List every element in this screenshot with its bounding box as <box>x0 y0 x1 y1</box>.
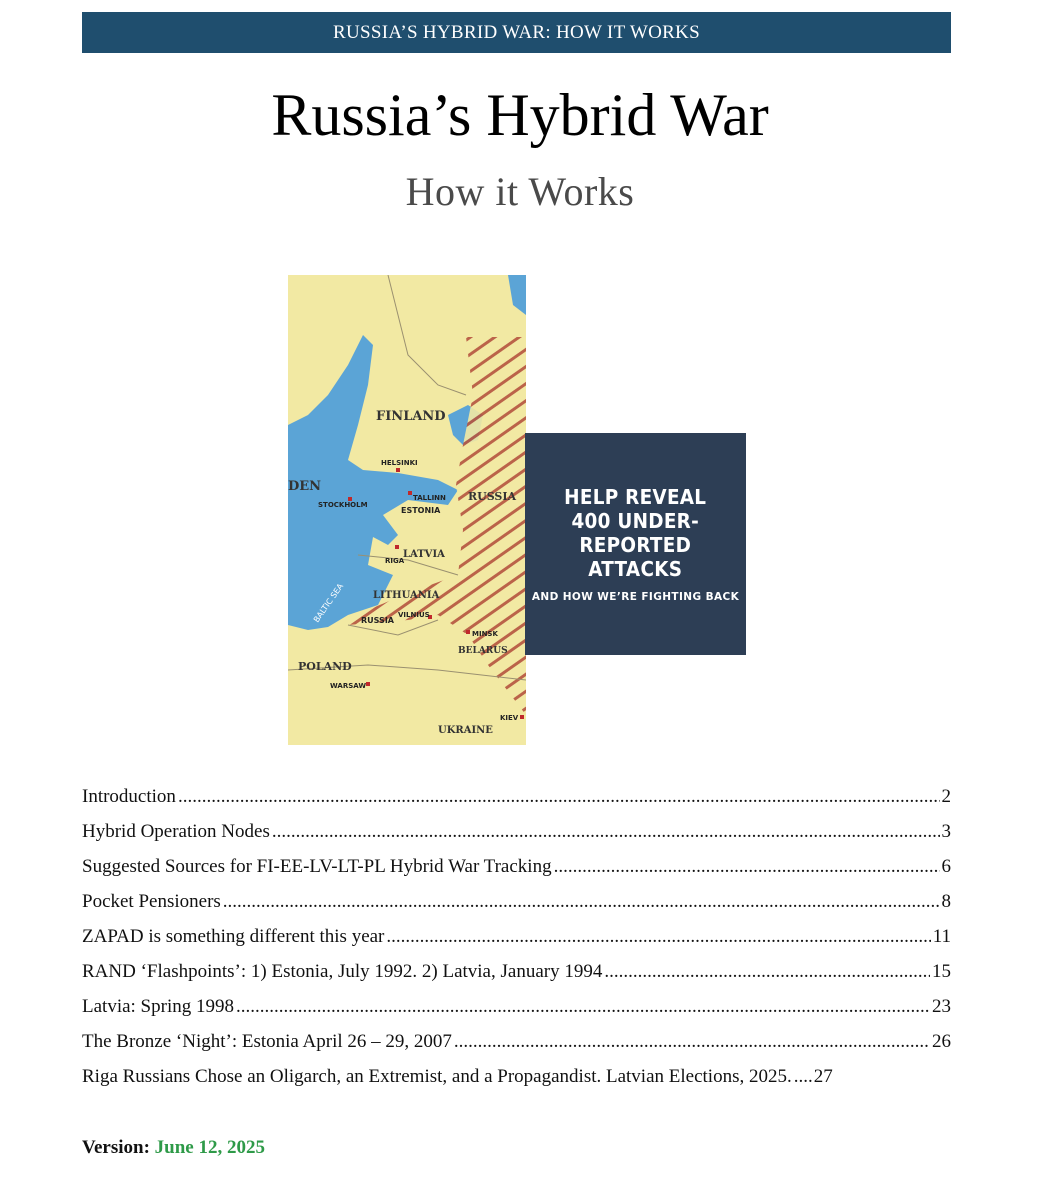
toc-entry-title: ZAPAD is something different this year <box>82 926 385 947</box>
version-line <box>82 1137 265 1159</box>
map-label-latvia: LATVIA <box>403 549 445 560</box>
baltic-map-graphic <box>288 275 526 745</box>
toc-entry-page: 3 <box>941 821 951 842</box>
toc-entry[interactable] <box>82 786 951 821</box>
map-label-poland: POLAND <box>298 660 352 673</box>
map-label-russia: RUSSIA <box>468 490 517 503</box>
toc-entry-page: 27 <box>813 1066 833 1087</box>
toc-entry[interactable] <box>82 926 951 961</box>
toc-entry[interactable] <box>82 891 951 926</box>
promo-subline: AND HOW WE’RE FIGHTING BACK <box>531 591 740 603</box>
document-header-band <box>82 12 951 53</box>
city-warsaw: WARSAW <box>330 682 367 690</box>
map-label-estonia: ESTONIA <box>401 506 441 515</box>
toc-dot-leader <box>223 891 940 913</box>
toc-entry-title: The Bronze ‘Night’: Estonia April 26 – 29, 2007 <box>82 1031 452 1052</box>
toc-entry-page: 6 <box>941 856 951 877</box>
city-kiev: KIEV <box>500 714 519 722</box>
toc-entry[interactable] <box>82 1031 951 1066</box>
toc-dot-leader <box>794 1066 812 1088</box>
promo-panel <box>525 433 746 655</box>
toc-dot-leader <box>604 961 930 983</box>
map-label-den: DEN <box>288 479 322 494</box>
toc-entry-title: Suggested Sources for FI-EE-LV-LT-PL Hybrid War Tracking <box>82 856 552 877</box>
toc-entry-title: Riga Russians Chose an Oligarch, an Extremist, and a Propagandist. Latvian Elections, 2025. <box>82 1066 792 1087</box>
toc-entry-page: 11 <box>932 926 951 947</box>
document-title: Russia’s Hybrid War <box>271 82 769 148</box>
city-minsk: MINSK <box>472 630 498 638</box>
city-stockholm: STOCKHOLM <box>318 501 368 509</box>
sea-label-baltic: BALTIC SEA <box>311 581 346 625</box>
toc-entry-title: Latvia: Spring 1998 <box>82 996 234 1017</box>
toc-entry-title: Pocket Pensioners <box>82 891 221 912</box>
toc-dot-leader <box>236 996 930 1018</box>
baltic-map <box>288 275 526 745</box>
toc-entry-page: 23 <box>932 996 951 1017</box>
toc-entry[interactable] <box>82 996 951 1031</box>
toc-entry-title: Introduction <box>82 786 176 807</box>
toc-dot-leader <box>386 926 930 948</box>
version-label: Version: <box>82 1137 150 1158</box>
toc-entry-title: RAND ‘Flashpoints’: 1) Estonia, July 1992. 2) Latvia, January 1994 <box>82 961 603 982</box>
map-label-ukraine: UKRAINE <box>438 725 493 736</box>
toc-dot-leader <box>272 821 940 843</box>
city-vilnius: VILNIUS <box>398 611 430 619</box>
toc-entry[interactable] <box>82 821 951 856</box>
map-label-finland: FINLAND <box>376 409 446 424</box>
promo-headline: HELP REVEAL 400 UNDER- REPORTED ATTACKS <box>564 485 707 581</box>
table-of-contents <box>82 786 951 1101</box>
map-label-belarus: BELARUS <box>458 646 508 656</box>
city-tallinn: TALLINN <box>413 494 446 502</box>
toc-dot-leader <box>178 786 940 808</box>
toc-entry-page: 26 <box>932 1031 951 1052</box>
header-text: RUSSIA’S HYBRID WAR: HOW IT WORKS <box>333 21 700 43</box>
map-label-kaliningrad-russia: RUSSIA <box>361 616 394 625</box>
city-riga: RIGA <box>385 557 405 565</box>
toc-entry[interactable] <box>82 961 951 996</box>
cover-image <box>288 275 746 745</box>
toc-entry-title: Hybrid Operation Nodes <box>82 821 270 842</box>
toc-dot-leader <box>454 1031 930 1053</box>
toc-entry-page: 2 <box>941 786 951 807</box>
document-subtitle: How it Works <box>405 169 635 214</box>
toc-entry-page: 15 <box>932 961 951 982</box>
city-helsinki: HELSINKI <box>381 459 418 467</box>
toc-entry-page: 8 <box>941 891 951 912</box>
toc-entry[interactable] <box>82 1066 951 1101</box>
version-date: June 12, 2025 <box>154 1137 265 1158</box>
toc-dot-leader <box>554 856 940 878</box>
toc-entry[interactable] <box>82 856 951 891</box>
map-label-lithuania: LITHUANIA <box>373 590 440 601</box>
